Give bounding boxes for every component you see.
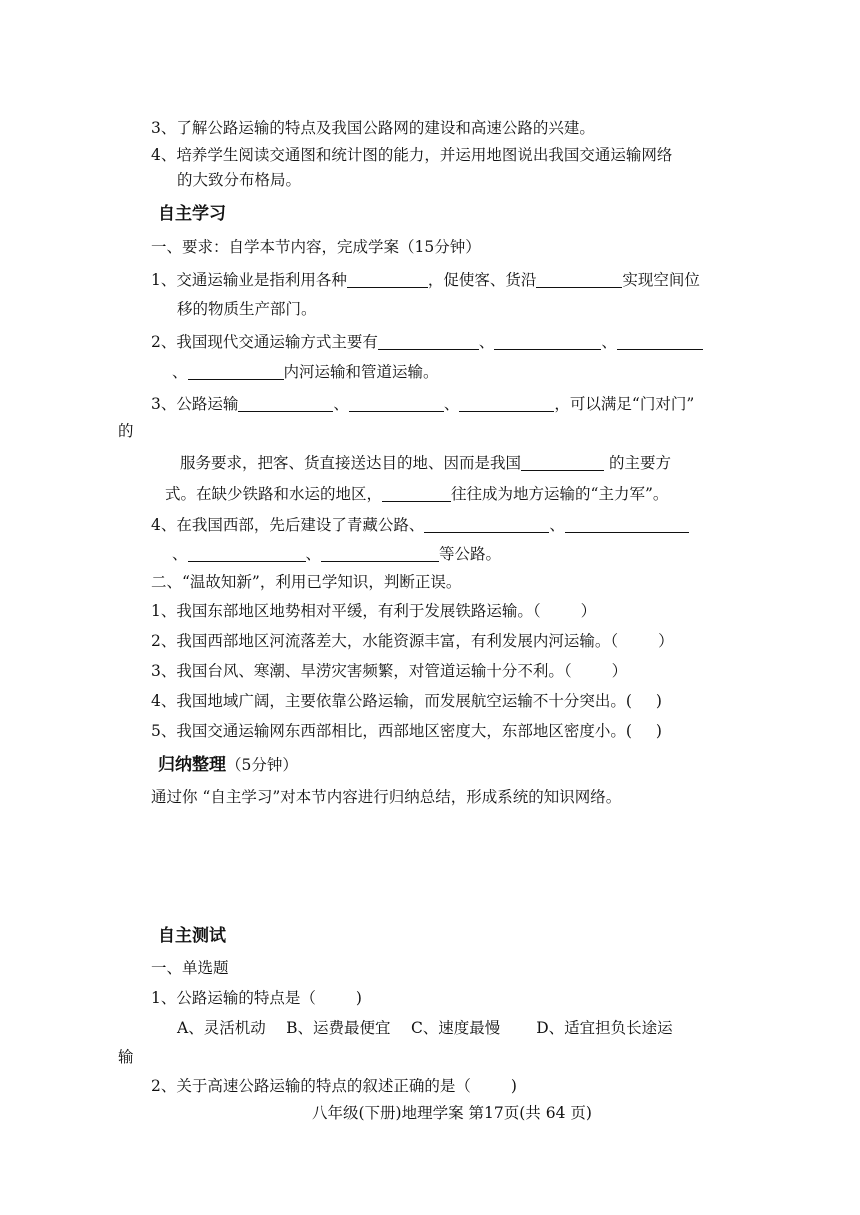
question-2-line2 [172, 364, 439, 381]
q3-text-f: 式。在缺少铁路和水运的地区， [165, 485, 383, 503]
question-1-line2: 移的物质生产部门。 [177, 300, 317, 318]
summary-heading: 归纳整理 [158, 755, 226, 775]
question-1-line1 [151, 272, 700, 289]
close-paren: ） [611, 662, 628, 680]
answer-blank [188, 364, 284, 380]
objective-4-line2: 的大致分布格局。 [177, 171, 302, 189]
judge-2-text: 2、我国西部地区河流落差大，水能资源丰富，有利发展内河运输。（ [151, 632, 619, 650]
separator: 、 [305, 545, 322, 563]
separator: 、 [601, 333, 617, 351]
q3-text-b: ，可以满足“门对门” [554, 395, 695, 413]
answer-blank [617, 334, 703, 350]
objective-3: 3、了解公路运输的特点及我国公路网的建设和高速公路的兴建。 [151, 119, 595, 137]
self-test-heading: 自主测试 [158, 926, 226, 946]
judge-4-text: 4、我国地域广阔，主要依靠公路运输，而发展航空运输不十分突出。( [151, 692, 632, 710]
judge-5 [151, 724, 662, 740]
test-q1-text: 1、公路运输的特点是（ [151, 989, 316, 1007]
q2-text-a: 2、我国现代交通运输方式主要有 [151, 333, 378, 351]
answer-blank [238, 396, 333, 412]
q4-text-b: 等公路。 [439, 545, 502, 563]
answer-blank [521, 455, 604, 471]
part-2-heading: 二、“温故知新”，利用已学知识，判断正误。 [151, 573, 462, 591]
close-paren: ) [355, 989, 362, 1007]
page-footer: 八年级(下册)地理学案 第17页(共 64 页) [312, 1104, 592, 1122]
q3-text-g: 往往成为地方运输的“主力军”。 [451, 485, 669, 503]
q1-text-a: 1、交通运输业是指利用各种 [151, 271, 347, 289]
answer-blank [321, 546, 439, 562]
close-paren: ) [655, 722, 662, 740]
self-study-heading: 自主学习 [158, 204, 226, 224]
test-question-1-options: A、灵活机动 B、运费最便宜 C、速度最慢 D、适宜担负长途运 [177, 1019, 673, 1037]
test-question-1 [151, 991, 362, 1007]
test-question-2 [151, 1079, 517, 1095]
answer-blank [494, 334, 601, 350]
test-q2-text: 2、关于高速公路运输的特点的叙述正确的是（ [151, 1077, 471, 1095]
answer-blank [565, 517, 689, 533]
close-paren: ) [510, 1077, 517, 1095]
answer-blank [378, 334, 479, 350]
q3-text-e: 的主要方 [604, 454, 671, 472]
judge-3-text: 3、我国台风、寒潮、旱涝灾害频繁，对管道运输十分不利。（ [151, 662, 572, 680]
judge-1 [151, 604, 596, 620]
judge-5-text: 5、我国交通运输网东西部相比，西部地区密度大，东部地区密度小。( [151, 722, 632, 740]
answer-blank [536, 272, 622, 288]
q3-text-a: 3、公路运输 [151, 395, 239, 413]
close-paren: ） [580, 602, 597, 620]
close-paren: ) [655, 692, 662, 710]
close-paren: ） [658, 632, 674, 650]
q4-text-a: 4、在我国西部，先后建设了青藏公路、 [151, 516, 425, 534]
separator: 、 [172, 545, 188, 563]
answer-blank [347, 272, 428, 288]
judge-1-text: 1、我国东部地区地势相对平缓，有利于发展铁路运输。（ [151, 602, 541, 620]
question-2-line1 [151, 334, 703, 351]
question-4-line1 [151, 517, 689, 534]
test-question-1-wrap: 输 [118, 1048, 134, 1066]
answer-blank [459, 396, 554, 412]
summary-heading-line [158, 757, 298, 774]
answer-blank [188, 546, 306, 562]
separator: 、 [443, 395, 460, 413]
summary-text: 通过你 “自主学习”对本节内容进行归纳总结，形成系统的知识网络。 [151, 788, 622, 806]
question-3-line2 [180, 455, 671, 472]
separator: 、 [478, 333, 495, 351]
separator: 、 [549, 516, 565, 534]
q3-text-d: 服务要求，把客、货直接送达目的地、因而是我国 [180, 454, 522, 472]
question-3-wrap: 的 [118, 422, 134, 440]
q1-text-b: ，促使客、货沿 [427, 271, 537, 289]
summary-time: （5分钟） [226, 756, 298, 774]
question-4-line2 [172, 546, 501, 563]
objective-4-line1: 4、培养学生阅读交通图和统计图的能力，并运用地图说出我国交通运输网络 [151, 146, 673, 164]
question-3-line1 [151, 396, 694, 413]
q1-text-c: 实现空间位 [622, 271, 700, 289]
judge-4 [151, 694, 662, 710]
judge-2 [151, 634, 674, 650]
single-choice-heading: 一、单选题 [151, 959, 229, 977]
judge-3 [151, 664, 627, 680]
answer-blank [382, 486, 451, 502]
separator: 、 [333, 395, 349, 413]
answer-blank [349, 396, 444, 412]
requirement-line: 一、要求：自学本节内容，完成学案（15分钟） [151, 238, 481, 256]
q2-text-e: 内河运输和管道运输。 [283, 363, 439, 381]
answer-blank [424, 517, 549, 533]
separator: 、 [172, 363, 188, 381]
question-3-line3 [165, 486, 668, 503]
